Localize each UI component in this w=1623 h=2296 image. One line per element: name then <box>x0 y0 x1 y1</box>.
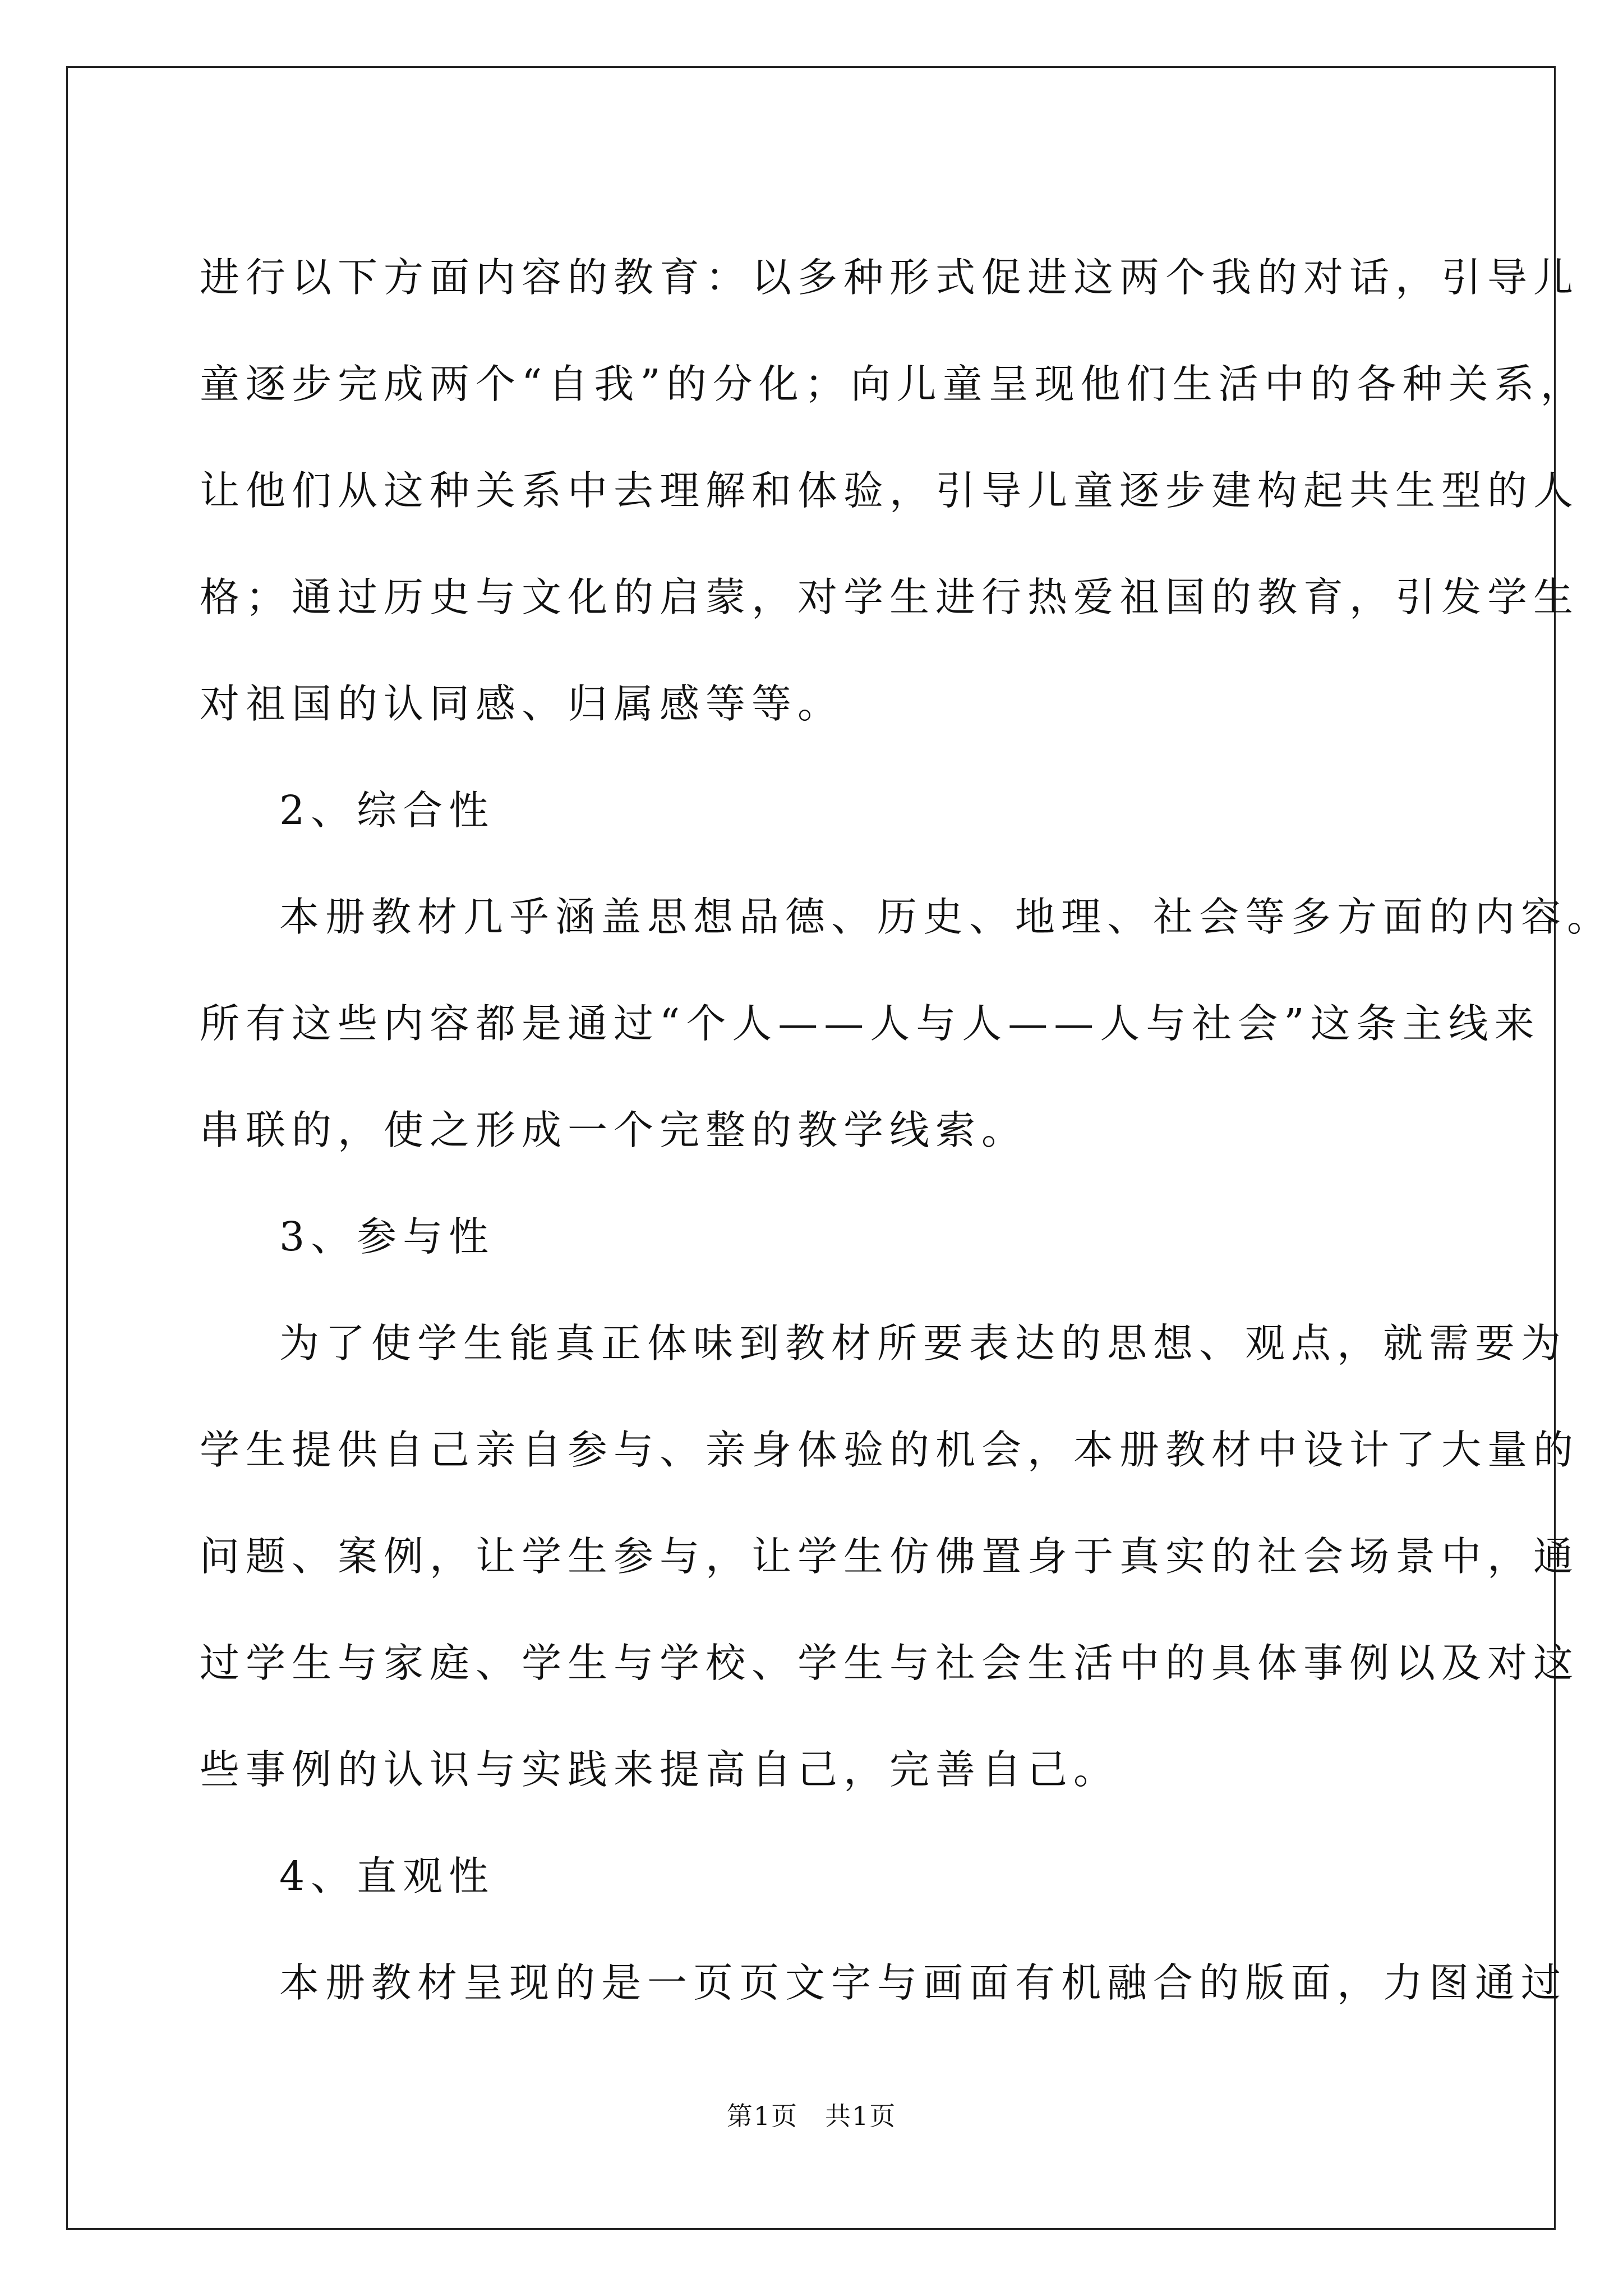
section-heading-comprehensive: 2、综合性 <box>279 787 495 834</box>
body-line: 些事例的认识与实践来提高自己，完善自己。 <box>200 1746 1120 1793</box>
section-heading-intuitive: 4、直观性 <box>279 1853 495 1899</box>
body-line: 问题、案例，让学生参与，让学生仿佛置身于真实的社会场景中，通 <box>200 1533 1580 1580</box>
body-line: 学生提供自己亲自参与、亲身体验的机会，本册教材中设计了大量的 <box>200 1427 1580 1473</box>
body-line: 所有这些内容都是通过“个人——人与人——人与社会”这条主线来 <box>200 1000 1541 1047</box>
body-line: 让他们从这种关系中去理解和体验，引导儿童逐步建构起共生型的人 <box>200 467 1580 514</box>
body-line: 过学生与家庭、学生与学校、学生与社会生活中的具体事例以及对这 <box>200 1640 1580 1686</box>
page-footer: 第1页 共1页 <box>726 2101 897 2131</box>
body-line: 童逐步完成两个“自我”的分化；向儿童呈现他们生活中的各种关系， <box>200 361 1587 407</box>
body-line: 对祖国的认同感、归属感等等。 <box>200 680 844 727</box>
body-line: 进行以下方面内容的教育：以多种形式促进这两个我的对话，引导儿 <box>200 254 1580 301</box>
body-line: 串联的，使之形成一个完整的教学线索。 <box>200 1107 1028 1153</box>
section-heading-participation: 3、参与性 <box>279 1213 495 1260</box>
document-body <box>200 224 1613 2036</box>
body-line: 格；通过历史与文化的启蒙，对学生进行热爱祖国的教育，引发学生 <box>200 574 1580 620</box>
paragraph-start: 为了使学生能真正体味到教材所要表达的思想、观点，就需要为 <box>279 1320 1567 1366</box>
paragraph-start: 本册教材呈现的是一页页文字与画面有机融合的版面，力图通过 <box>279 1959 1567 2006</box>
paragraph-start: 本册教材几乎涵盖思想品德、历史、地理、社会等多方面的内容。 <box>279 894 1613 940</box>
